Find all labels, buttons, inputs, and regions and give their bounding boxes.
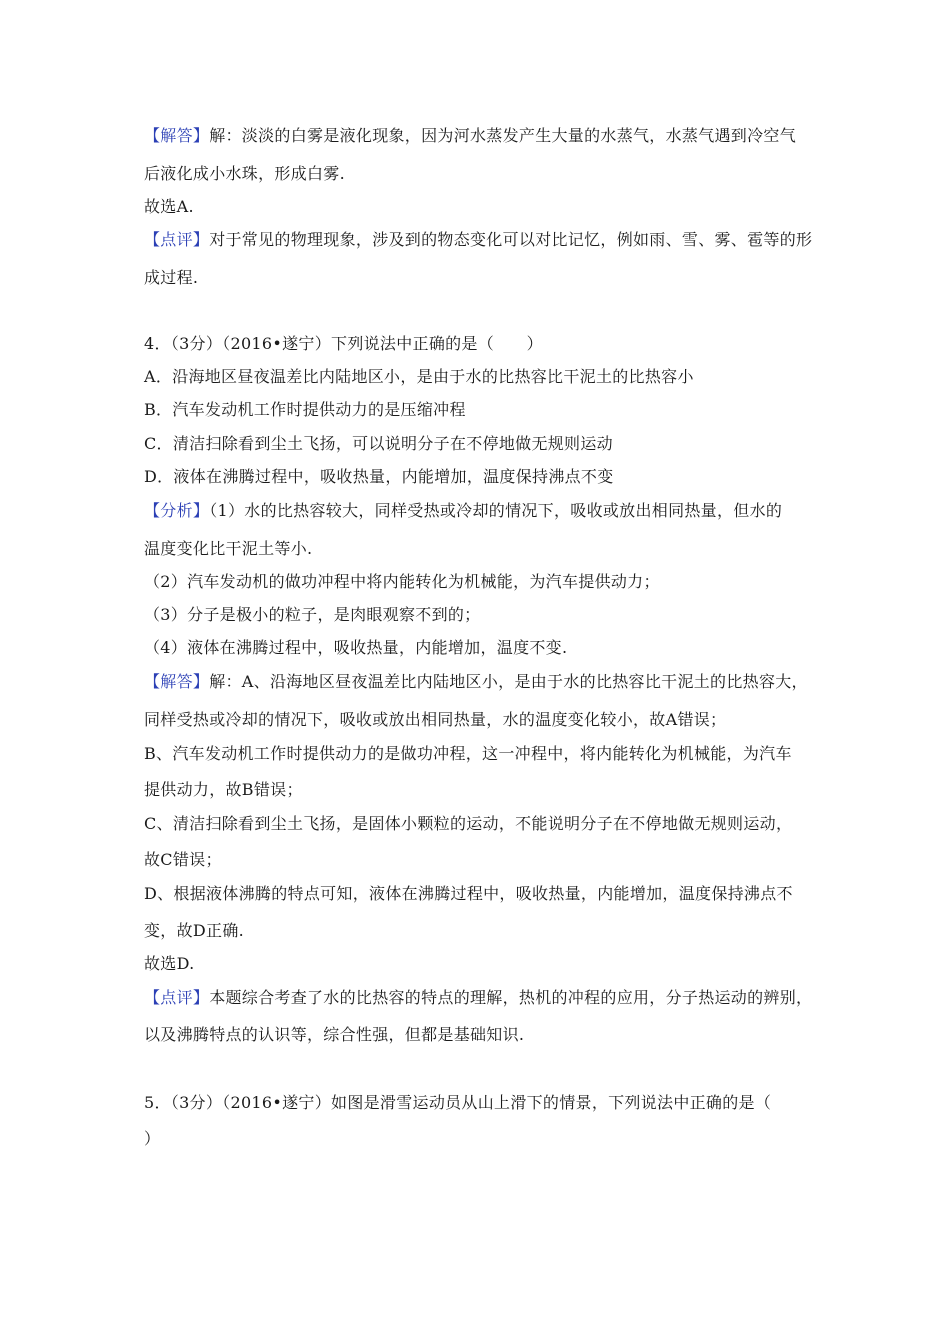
q4-answer-line4: 提供动力，故B错误； <box>144 780 303 799</box>
q5-stem-line2: ） <box>144 1129 161 1148</box>
q4-answer-text1: 解：A、沿海地区昼夜温差比内陆地区小，是由于水的比热容比干泥土的比热容大， <box>209 672 808 691</box>
q3-comment-text1: 对于常见的物理现象，涉及到的物态变化可以对比记忆，例如雨、雪、雾、雹等的形 <box>209 230 813 249</box>
q4-answer-line7: D、根据液体沸腾的特点可知，液体在沸腾过程中，吸收热量，内能增加，温度保持沸点不 <box>144 884 793 903</box>
comment-tag: 【点评】 <box>144 988 210 1007</box>
q4-choice: 故选D. <box>144 954 195 973</box>
q4-answer-line6: 故C错误； <box>144 850 222 869</box>
q3-answer-text1: 解：淡淡的白雾是液化现象，因为河水蒸发产生大量的水蒸气，水蒸气遇到冷空气 <box>209 126 797 145</box>
q4-analysis-line4: （3）分子是极小的粒子，是肉眼观察不到的； <box>144 605 481 624</box>
answer-tag: 【解答】 <box>144 126 210 145</box>
q4-answer-line3: B、汽车发动机工作时提供动力的是做功冲程，这一冲程中，将内能转化为机械能，为汽车 <box>144 744 792 763</box>
q3-comment-line1 <box>144 230 824 250</box>
q3-answer-line1 <box>144 126 824 146</box>
q4-comment-line2: 以及沸腾特点的认识等，综合性强，但都是基础知识. <box>144 1025 525 1044</box>
q4-stem: 4．（3分）（2016•遂宁）下列说法中正确的是（ ） <box>144 334 543 353</box>
comment-tag: 【点评】 <box>144 230 210 249</box>
analysis-tag: 【分析】 <box>144 501 210 520</box>
q4-option-d: D．液体在沸腾过程中，吸收热量，内能增加，温度保持沸点不变 <box>144 467 614 486</box>
q4-answer-line8: 变，故D正确. <box>144 921 245 940</box>
q4-option-c: C．清洁扫除看到尘土飞扬，可以说明分子在不停地做无规则运动 <box>144 434 613 453</box>
q4-comment-line1 <box>144 988 824 1008</box>
q4-analysis-line3: （2）汽车发动机的做功冲程中将内能转化为机械能，为汽车提供动力； <box>144 572 660 591</box>
q4-answer-line2: 同样受热或冷却的情况下，吸收或放出相同热量，水的温度变化较小，故A错误； <box>144 710 727 729</box>
q4-option-a: A．沿海地区昼夜温差比内陆地区小，是由于水的比热容比干泥土的比热容小 <box>144 367 694 386</box>
q4-analysis-line2: 温度变化比干泥土等小. <box>144 539 313 558</box>
q4-analysis-line1 <box>144 501 824 521</box>
q5-stem-line1: 5．（3分）（2016•遂宁）如图是滑雪运动员从山上滑下的情景，下列说法中正确的是（ <box>144 1093 772 1112</box>
q3-comment-line2: 成过程. <box>144 268 199 287</box>
q4-analysis-line5: （4）液体在沸腾过程中，吸收热量，内能增加，温度不变. <box>144 638 568 657</box>
q4-option-b: B．汽车发动机工作时提供动力的是压缩冲程 <box>144 400 466 419</box>
q4-analysis-text1: （1）水的比热容较大，同样受热或冷却的情况下，吸收或放出相同热量，但水的 <box>209 501 783 520</box>
q3-answer-line2: 后液化成小水珠，形成白雾. <box>144 164 345 183</box>
q3-choice: 故选A. <box>144 197 194 216</box>
q4-comment-text1: 本题综合考查了水的比热容的特点的理解，热机的冲程的应用，分子热运动的辨别， <box>209 988 813 1007</box>
q4-answer-line1 <box>144 672 824 692</box>
answer-tag: 【解答】 <box>144 672 210 691</box>
q4-answer-line5: C、清洁扫除看到尘土飞扬，是固体小颗粒的运动，不能说明分子在不停地做无规则运动， <box>144 814 793 833</box>
